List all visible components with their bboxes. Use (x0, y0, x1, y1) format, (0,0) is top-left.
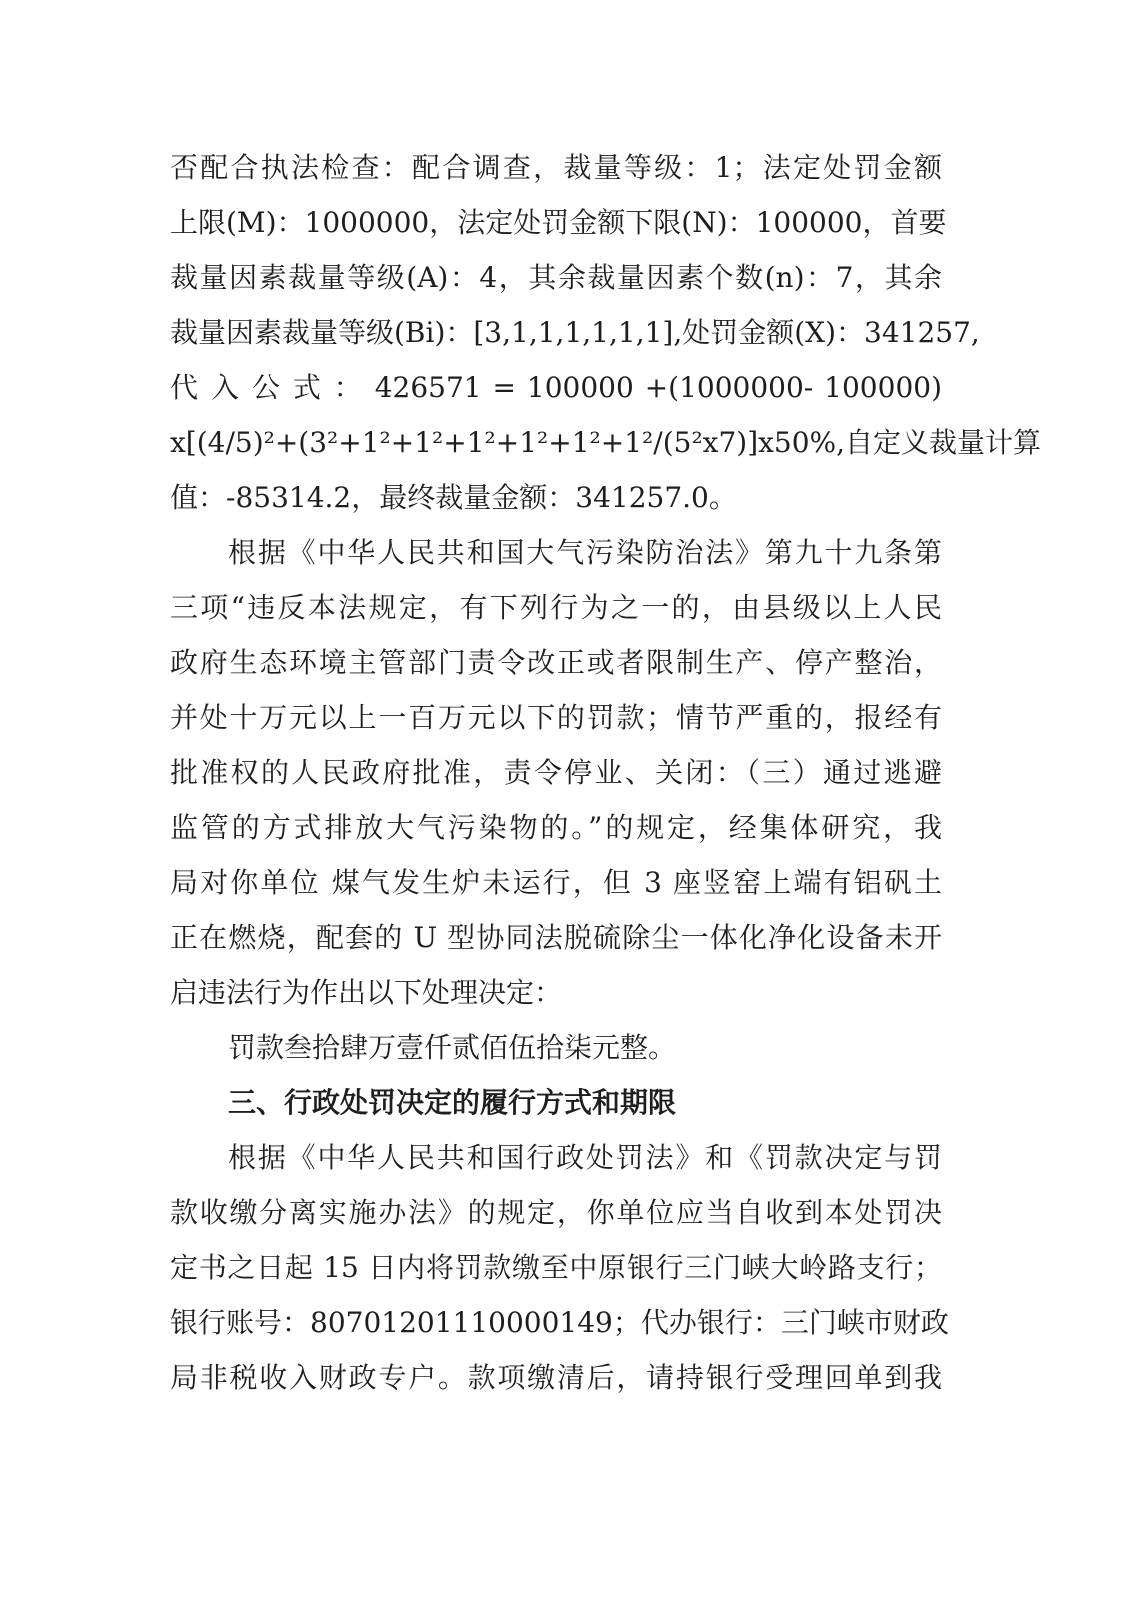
text-line: x[(4/5)²+(3²+1²+1²+1²+1²+1²+1²/(5²x7)]x50%,自定义裁量计算 (170, 426, 1042, 459)
text-line: 政府生态环境主管部门责令改正或者限制生产、停产整治， (170, 646, 942, 679)
text-line: 裁量因素裁量等级(Bi)：[3,1,1,1,1,1,1],处罚金额(X)：341257, (170, 316, 980, 349)
text-line: 局对你单位 煤气发生炉未运行，但 3 座竖窑上端有铝矾土 (170, 866, 942, 899)
text-line: 上限(M)：1000000，法定处罚金额下限(N)：100000，首要 (170, 206, 947, 239)
section-heading (170, 1075, 942, 1130)
text-line: 裁量因素裁量等级(A)：4，其余裁量因素个数(n)：7，其余 (170, 261, 942, 294)
section-heading-text: 三、行政处罚决定的履行方式和期限 (228, 1086, 677, 1119)
text-line: 正在燃烧，配套的 U 型协同法脱硫除尘一体化净化设备未开 (170, 921, 942, 954)
text-line: 否配合执法检查：配合调查，裁量等级：1；法定处罚金额 (170, 151, 942, 184)
text-line: 启违法行为作出以下处理决定： (170, 976, 563, 1009)
paragraph-legal-basis (170, 525, 942, 1020)
text-line: 款收缴分离实施办法》的规定，你单位应当自收到本处罚决 (170, 1196, 942, 1229)
paragraph-discretion-calculation (170, 140, 1042, 525)
document-body (170, 140, 1042, 1405)
text-line: 根据《中华人民共和国行政处罚法》和《罚款决定与罚 (228, 1141, 942, 1174)
text-line: 批准权的人民政府批准，责令停业、关闭：（三）通过逃避 (170, 756, 942, 789)
paragraph-payment-instructions (170, 1130, 949, 1405)
text-line: 根据《中华人民共和国大气污染防治法》第九十九条第 (228, 536, 942, 569)
text-line: 并处十万元以上一百万元以下的罚款；情节严重的，报经有 (170, 701, 942, 734)
text-line: 银行账号：80701201110000149；代办银行：三门峡市财政 (170, 1306, 949, 1339)
text-line: 三项“违反本法规定，有下列行为之一的，由县级以上人民 (170, 591, 942, 624)
fine-amount-text: 罚款叁拾肆万壹仟贰佰伍拾柒元整。 (228, 1031, 677, 1064)
text-line: 代 入 公 式 ： 426571 = 100000 +(1000000- 100000) (170, 371, 942, 404)
text-line: 定书之日起 15 日内将罚款缴至中原银行三门峡大岭路支行； (170, 1251, 942, 1284)
text-line: 值：-85314.2，最终裁量金额：341257.0。 (170, 481, 737, 514)
paragraph-fine-amount (170, 1020, 942, 1075)
text-line: 监管的方式排放大气污染物的。”的规定，经集体研究，我 (170, 811, 942, 844)
text-line: 局非税收入财政专户。款项缴清后，请持银行受理回单到我 (170, 1361, 942, 1394)
